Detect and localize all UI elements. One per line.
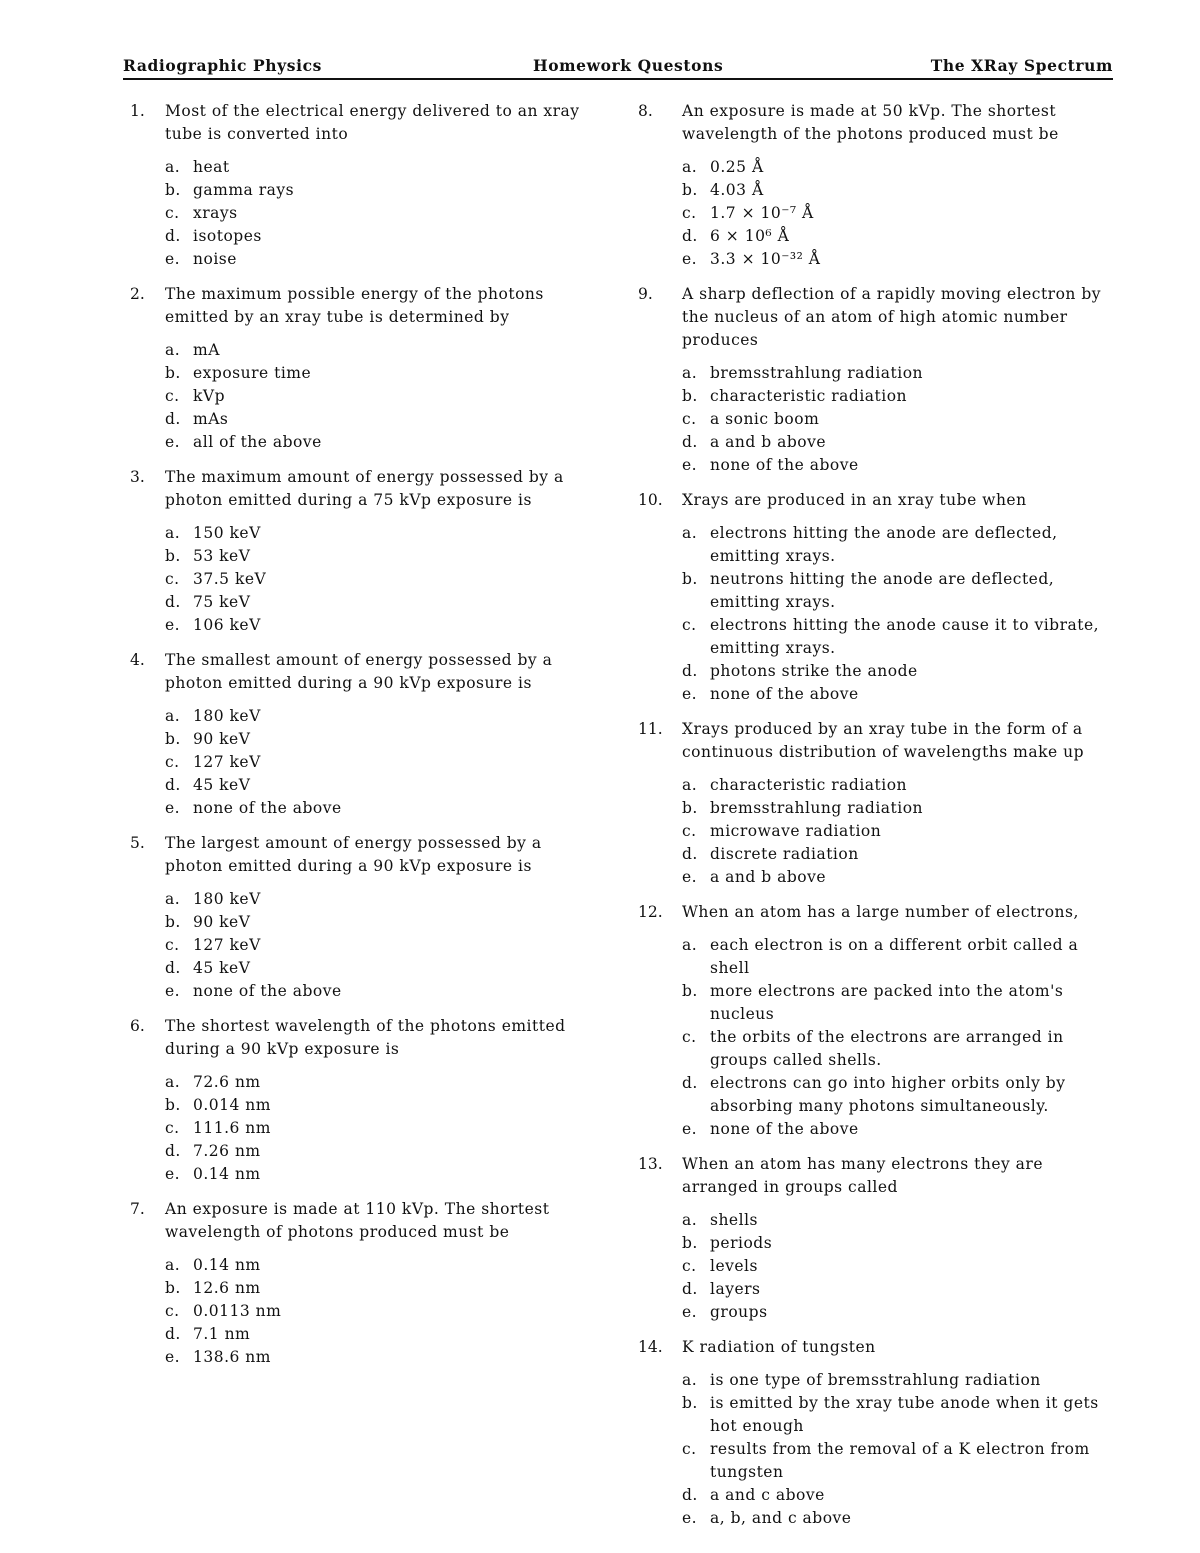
- answer-option: [682, 1118, 1113, 1141]
- question-number: 12.: [638, 903, 663, 921]
- answer-option: [165, 545, 595, 568]
- question-text: Most of the electrical energy delivered to an xray tube is converted into: [165, 102, 580, 143]
- question-row: [130, 832, 595, 878]
- option-text: 12.6 nm: [193, 1279, 261, 1297]
- option-letter: d.: [682, 1280, 698, 1298]
- answer-option: [165, 980, 595, 1003]
- answer-option: [682, 1392, 1113, 1438]
- option-letter: d.: [165, 227, 181, 245]
- option-text: 7.26 nm: [193, 1142, 261, 1160]
- option-text: characteristic radiation: [710, 776, 908, 794]
- answer-options: [682, 1369, 1113, 1530]
- option-letter: c.: [682, 1028, 697, 1046]
- option-letter: a.: [682, 1211, 698, 1229]
- document-title: Homework Questons: [533, 56, 724, 75]
- option-letter: c.: [165, 570, 180, 588]
- question-row: [130, 466, 595, 512]
- question-number: 9.: [638, 285, 653, 303]
- option-letter: d.: [165, 1142, 181, 1160]
- option-letter: d.: [682, 227, 698, 245]
- answer-option: [682, 683, 1113, 706]
- question-text: The smallest amount of energy possessed by a photon emitted during a 90 kVp exposure is: [165, 651, 553, 692]
- answer-option: [165, 888, 595, 911]
- option-letter: c.: [165, 1119, 180, 1137]
- question-9: [638, 283, 1113, 477]
- option-text: bremsstrahlung radiation: [710, 364, 924, 382]
- answer-option: [165, 385, 595, 408]
- question-row: [638, 1336, 1113, 1359]
- answer-option: [165, 911, 595, 934]
- question-text: An exposure is made at 110 kVp. The shortest wavelength of photons produced must be: [165, 1200, 550, 1241]
- question-text: When an atom has many electrons they are arranged in groups called: [682, 1155, 1043, 1196]
- question-5: [130, 832, 595, 1003]
- answer-options: [682, 934, 1113, 1141]
- option-letter: d.: [682, 433, 698, 451]
- question-number: 1.: [130, 102, 145, 120]
- answer-option: [165, 225, 595, 248]
- option-letter: b.: [165, 181, 181, 199]
- question-text: An exposure is made at 50 kVp. The shortest wavelength of the photons produced must be: [682, 102, 1059, 143]
- question-14: [638, 1336, 1113, 1530]
- question-number: 8.: [638, 102, 653, 120]
- option-text: each electron is on a different orbit called a shell: [710, 936, 1079, 977]
- option-letter: a.: [165, 341, 181, 359]
- option-text: 45 keV: [193, 959, 251, 977]
- option-text: 150 keV: [193, 524, 261, 542]
- answer-option: [682, 225, 1113, 248]
- option-text: all of the above: [193, 433, 322, 451]
- answer-option: [682, 568, 1113, 614]
- option-letter: d.: [165, 1325, 181, 1343]
- question-row: [638, 901, 1113, 924]
- option-text: mA: [193, 341, 220, 359]
- answer-option: [682, 248, 1113, 271]
- option-letter: a.: [165, 890, 181, 908]
- option-text: 0.14 nm: [193, 1165, 261, 1183]
- option-text: 90 keV: [193, 730, 251, 748]
- question-row: [130, 100, 595, 146]
- question-text: The maximum possible energy of the photons emitted by an xray tube is determined by: [165, 285, 544, 326]
- answer-option: [165, 1300, 595, 1323]
- question-11: [638, 718, 1113, 889]
- answer-options: [165, 1071, 595, 1186]
- option-text: none of the above: [710, 685, 859, 703]
- option-letter: b.: [682, 1234, 698, 1252]
- option-text: a and b above: [710, 868, 827, 886]
- question-text: A sharp deflection of a rapidly moving electron by the nucleus of an atom of high atomic number produces: [682, 285, 1102, 349]
- question-row: [130, 649, 595, 695]
- option-letter: b.: [682, 570, 698, 588]
- option-letter: c.: [682, 410, 697, 428]
- answer-option: [682, 797, 1113, 820]
- answer-option: [165, 1117, 595, 1140]
- answer-option: [682, 385, 1113, 408]
- option-text: none of the above: [193, 799, 342, 817]
- option-text: 111.6 nm: [193, 1119, 271, 1137]
- option-letter: c.: [682, 822, 697, 840]
- option-letter: e.: [165, 799, 181, 817]
- option-text: 180 keV: [193, 707, 261, 725]
- question-number: 4.: [130, 651, 145, 669]
- option-text: 106 keV: [193, 616, 261, 634]
- answer-option: [682, 362, 1113, 385]
- option-text: kVp: [193, 387, 226, 405]
- option-letter: a.: [682, 776, 698, 794]
- answer-option: [682, 980, 1113, 1026]
- option-text: 180 keV: [193, 890, 261, 908]
- option-text: none of the above: [193, 982, 342, 1000]
- answer-option: [682, 1369, 1113, 1392]
- answer-option: [165, 202, 595, 225]
- option-text: groups: [710, 1303, 768, 1321]
- question-2: [130, 283, 595, 454]
- answer-options: [682, 522, 1113, 706]
- option-letter: d.: [682, 1486, 698, 1504]
- answer-option: [682, 820, 1113, 843]
- answer-option: [165, 362, 595, 385]
- question-number: 2.: [130, 285, 145, 303]
- question-1: [130, 100, 595, 271]
- option-letter: b.: [682, 799, 698, 817]
- course-title: Radiographic Physics: [123, 56, 322, 75]
- answer-option: [165, 339, 595, 362]
- option-letter: e.: [682, 250, 698, 268]
- option-text: 1.7 × 10⁻⁷ Å: [710, 204, 814, 222]
- answer-option: [682, 179, 1113, 202]
- answer-option: [682, 1438, 1113, 1484]
- question-number: 5.: [130, 834, 145, 852]
- option-letter: e.: [682, 685, 698, 703]
- question-number: 11.: [638, 720, 663, 738]
- answer-option: [165, 156, 595, 179]
- question-row: [638, 718, 1113, 764]
- answer-option: [165, 248, 595, 271]
- answer-option: [682, 156, 1113, 179]
- option-text: a sonic boom: [710, 410, 820, 428]
- option-text: a and c above: [710, 1486, 825, 1504]
- option-text: a, b, and c above: [710, 1509, 852, 1527]
- option-letter: e.: [682, 456, 698, 474]
- answer-option: [165, 1071, 595, 1094]
- answer-options: [165, 339, 595, 454]
- option-text: periods: [710, 1234, 773, 1252]
- answer-option: [682, 408, 1113, 431]
- option-letter: a.: [165, 1073, 181, 1091]
- option-text: mAs: [193, 410, 229, 428]
- option-letter: b.: [682, 982, 698, 1000]
- question-number: 10.: [638, 491, 663, 509]
- option-text: 3.3 × 10⁻³² Å: [710, 250, 821, 268]
- option-letter: e.: [682, 1120, 698, 1138]
- option-letter: c.: [165, 204, 180, 222]
- answer-option: [165, 774, 595, 797]
- option-text: 127 keV: [193, 936, 261, 954]
- option-text: none of the above: [710, 456, 859, 474]
- option-text: discrete radiation: [710, 845, 859, 863]
- option-letter: d.: [682, 1074, 698, 1092]
- answer-option: [682, 1507, 1113, 1530]
- answer-options: [165, 156, 595, 271]
- option-text: 6 × 10⁶ Å: [710, 227, 790, 245]
- option-text: neutrons hitting the anode are deflected, emitting xrays.: [710, 570, 1055, 611]
- answer-option: [165, 705, 595, 728]
- option-text: 90 keV: [193, 913, 251, 931]
- question-number: 7.: [130, 1200, 145, 1218]
- answer-option: [165, 179, 595, 202]
- option-letter: d.: [165, 593, 181, 611]
- answer-option: [165, 728, 595, 751]
- option-text: 75 keV: [193, 593, 251, 611]
- answer-option: [165, 1346, 595, 1369]
- option-letter: b.: [165, 913, 181, 931]
- option-text: photons strike the anode: [710, 662, 918, 680]
- answer-option: [165, 431, 595, 454]
- option-letter: c.: [682, 1440, 697, 1458]
- answer-options: [682, 156, 1113, 271]
- answer-options: [682, 1209, 1113, 1324]
- option-letter: b.: [165, 1096, 181, 1114]
- question-6: [130, 1015, 595, 1186]
- option-letter: b.: [165, 730, 181, 748]
- option-letter: c.: [682, 1257, 697, 1275]
- question-10: [638, 489, 1113, 706]
- answer-option: [682, 614, 1113, 660]
- option-letter: a.: [165, 158, 181, 176]
- answer-option: [165, 1277, 595, 1300]
- option-text: electrons hitting the anode cause it to vibrate, emitting xrays.: [710, 616, 1100, 657]
- question-3: [130, 466, 595, 637]
- answer-option: [682, 1255, 1113, 1278]
- right-column: [638, 100, 1113, 1542]
- option-text: 53 keV: [193, 547, 251, 565]
- question-row: [638, 283, 1113, 352]
- answer-option: [165, 957, 595, 980]
- question-row: [638, 100, 1113, 146]
- option-letter: e.: [165, 433, 181, 451]
- option-letter: a.: [682, 1371, 698, 1389]
- question-12: [638, 901, 1113, 1141]
- answer-option: [682, 1301, 1113, 1324]
- answer-option: [165, 1254, 595, 1277]
- option-letter: a.: [165, 707, 181, 725]
- option-text: electrons hitting the anode are deflected, emitting xrays.: [710, 524, 1058, 565]
- option-letter: e.: [165, 982, 181, 1000]
- option-letter: e.: [165, 1348, 181, 1366]
- option-text: layers: [710, 1280, 761, 1298]
- option-letter: c.: [165, 753, 180, 771]
- answer-options: [165, 522, 595, 637]
- question-row: [130, 1015, 595, 1061]
- option-letter: d.: [165, 959, 181, 977]
- question-number: 6.: [130, 1017, 145, 1035]
- answer-option: [165, 408, 595, 431]
- question-number: 3.: [130, 468, 145, 486]
- option-text: 7.1 nm: [193, 1325, 251, 1343]
- option-letter: e.: [165, 616, 181, 634]
- option-letter: e.: [165, 1165, 181, 1183]
- answer-options: [165, 705, 595, 820]
- option-text: noise: [193, 250, 237, 268]
- option-letter: d.: [682, 662, 698, 680]
- option-letter: a.: [682, 158, 698, 176]
- option-text: 0.25 Å: [710, 158, 764, 176]
- option-letter: c.: [165, 936, 180, 954]
- answer-options: [165, 888, 595, 1003]
- option-letter: e.: [165, 250, 181, 268]
- option-letter: c.: [682, 204, 697, 222]
- topic-title: The XRay Spectrum: [930, 56, 1113, 75]
- option-letter: b.: [165, 364, 181, 382]
- option-letter: d.: [165, 776, 181, 794]
- question-row: [638, 1153, 1113, 1199]
- option-text: 138.6 nm: [193, 1348, 271, 1366]
- answer-option: [165, 568, 595, 591]
- option-text: results from the removal of a K electron from tungsten: [710, 1440, 1090, 1481]
- question-text: Xrays are produced in an xray tube when: [682, 491, 1027, 509]
- question-number: 14.: [638, 1338, 663, 1356]
- question-4: [130, 649, 595, 820]
- answer-option: [165, 1094, 595, 1117]
- option-text: 45 keV: [193, 776, 251, 794]
- option-letter: d.: [682, 845, 698, 863]
- question-7: [130, 1198, 595, 1369]
- option-letter: d.: [165, 410, 181, 428]
- answer-option: [682, 1072, 1113, 1118]
- question-text: Xrays produced by an xray tube in the form of a continuous distribution of wavelengths make up: [682, 720, 1085, 761]
- answer-option: [682, 1209, 1113, 1232]
- option-letter: b.: [682, 1394, 698, 1412]
- option-text: characteristic radiation: [710, 387, 908, 405]
- option-text: 0.014 nm: [193, 1096, 271, 1114]
- option-letter: c.: [165, 1302, 180, 1320]
- option-text: xrays: [193, 204, 238, 222]
- question-8: [638, 100, 1113, 271]
- option-letter: a.: [682, 364, 698, 382]
- option-text: gamma rays: [193, 181, 295, 199]
- option-letter: b.: [682, 181, 698, 199]
- option-letter: c.: [165, 387, 180, 405]
- answer-option: [682, 1278, 1113, 1301]
- option-text: bremsstrahlung radiation: [710, 799, 924, 817]
- answer-option: [682, 934, 1113, 980]
- option-letter: b.: [165, 1279, 181, 1297]
- option-letter: b.: [165, 547, 181, 565]
- option-letter: a.: [165, 1256, 181, 1274]
- option-text: isotopes: [193, 227, 262, 245]
- answer-option: [165, 591, 595, 614]
- option-letter: b.: [682, 387, 698, 405]
- answer-option: [682, 202, 1113, 225]
- option-text: electrons can go into higher orbits only by absorbing many photons simultaneously.: [710, 1074, 1066, 1115]
- option-text: more electrons are packed into the atom's nucleus: [710, 982, 1064, 1023]
- option-text: a and b above: [710, 433, 827, 451]
- answer-option: [682, 522, 1113, 568]
- option-letter: e.: [682, 868, 698, 886]
- question-text: The shortest wavelength of the photons emitted during a 90 kVp exposure is: [165, 1017, 566, 1058]
- answer-option: [165, 522, 595, 545]
- option-text: 37.5 keV: [193, 570, 267, 588]
- option-text: microwave radiation: [710, 822, 882, 840]
- question-text: K radiation of tungsten: [682, 1338, 876, 1356]
- option-text: 0.14 nm: [193, 1256, 261, 1274]
- option-text: shells: [710, 1211, 758, 1229]
- question-text: The largest amount of energy possessed by a photon emitted during a 90 kVp exposure is: [165, 834, 542, 875]
- answer-option: [165, 1323, 595, 1346]
- answer-option: [682, 1026, 1113, 1072]
- answer-option: [165, 934, 595, 957]
- answer-option: [682, 660, 1113, 683]
- answer-options: [682, 362, 1113, 477]
- page-header: [123, 56, 1113, 80]
- option-letter: a.: [682, 936, 698, 954]
- answer-option: [682, 454, 1113, 477]
- option-text: is one type of bremsstrahlung radiation: [710, 1371, 1041, 1389]
- question-row: [130, 283, 595, 329]
- option-text: none of the above: [710, 1120, 859, 1138]
- option-text: is emitted by the xray tube anode when it gets hot enough: [710, 1394, 1099, 1435]
- answer-options: [682, 774, 1113, 889]
- question-number: 13.: [638, 1155, 663, 1173]
- answer-option: [165, 614, 595, 637]
- option-text: 4.03 Å: [710, 181, 764, 199]
- question-row: [130, 1198, 595, 1244]
- option-text: exposure time: [193, 364, 312, 382]
- question-13: [638, 1153, 1113, 1324]
- option-letter: c.: [682, 616, 697, 634]
- answer-option: [682, 774, 1113, 797]
- option-text: 127 keV: [193, 753, 261, 771]
- option-letter: a.: [165, 524, 181, 542]
- question-row: [638, 489, 1113, 512]
- question-text: When an atom has a large number of electrons,: [682, 903, 1079, 921]
- option-letter: e.: [682, 1509, 698, 1527]
- option-text: the orbits of the electrons are arranged in groups called shells.: [710, 1028, 1064, 1069]
- answer-options: [165, 1254, 595, 1369]
- answer-option: [165, 1163, 595, 1186]
- answer-option: [165, 1140, 595, 1163]
- answer-option: [682, 843, 1113, 866]
- question-text: The maximum amount of energy possessed by a photon emitted during a 75 kVp exposure is: [165, 468, 564, 509]
- option-text: 72.6 nm: [193, 1073, 261, 1091]
- option-text: 0.0113 nm: [193, 1302, 282, 1320]
- answer-option: [682, 1232, 1113, 1255]
- option-letter: e.: [682, 1303, 698, 1321]
- left-column: [130, 100, 595, 1381]
- answer-option: [165, 751, 595, 774]
- answer-option: [165, 797, 595, 820]
- answer-option: [682, 866, 1113, 889]
- option-letter: a.: [682, 524, 698, 542]
- answer-option: [682, 1484, 1113, 1507]
- option-text: levels: [710, 1257, 758, 1275]
- option-text: heat: [193, 158, 230, 176]
- answer-option: [682, 431, 1113, 454]
